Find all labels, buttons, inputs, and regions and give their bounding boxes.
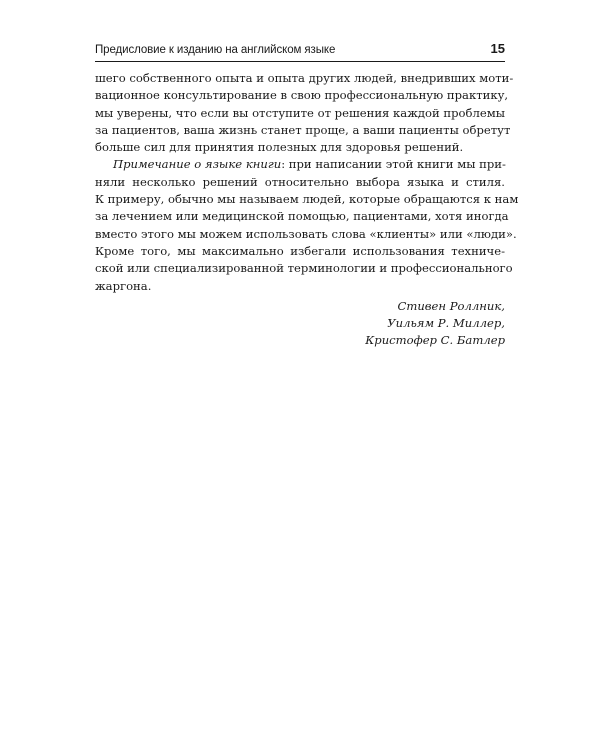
text-line: мы уверены, что если вы отступите от решения каждой проблемы [95,105,505,120]
note-intro: Примечание о языке книги [113,157,282,172]
running-header [95,41,505,59]
paragraph-2 [95,156,519,294]
text-line: за лечением или медицинской помощью, пациентами, хотя иногда [95,209,509,224]
note-line-rest: : при написании этой книги мы при- [281,157,506,172]
text-line: Кроме того, мы максимально избегали использования техниче- [95,243,505,258]
text-line [95,156,505,173]
header-rule [95,61,505,62]
page-number: 15 [490,41,505,56]
text-line: ской или специализированной терминологии и профессионального [95,261,513,276]
text-line: за пациентов, ваша жизнь станет проще, а ваши пациенты обретут [95,122,511,137]
text-line: няли несколько решений относительно выбора языка и стиля. [95,174,505,189]
text-line: больше сил для принятия полезных для здоровья решений. [95,140,464,155]
signature-line: Стивен Роллник, [397,298,505,313]
signature-block [95,298,505,350]
running-header-title: Предисловие к изданию на английском языке [95,44,336,56]
text-line: шего собственного опыта и опыта других людей, внедривших моти- [95,71,514,85]
text-line: жаргона. [95,278,152,293]
paragraph-1 [95,70,514,156]
signature-line: Уильям Р. Миллер, [387,316,505,331]
text-line: К примеру, обычно мы называем людей, которые обращаются к нам [95,192,519,207]
body-text [95,70,519,350]
signature-line: Кристофер С. Батлер [365,333,505,348]
text-line: вместо этого мы можем использовать слова «клиенты» или «люди». [95,226,517,241]
text-line: вационное консультирование в свою профессиональную практику, [95,88,509,103]
